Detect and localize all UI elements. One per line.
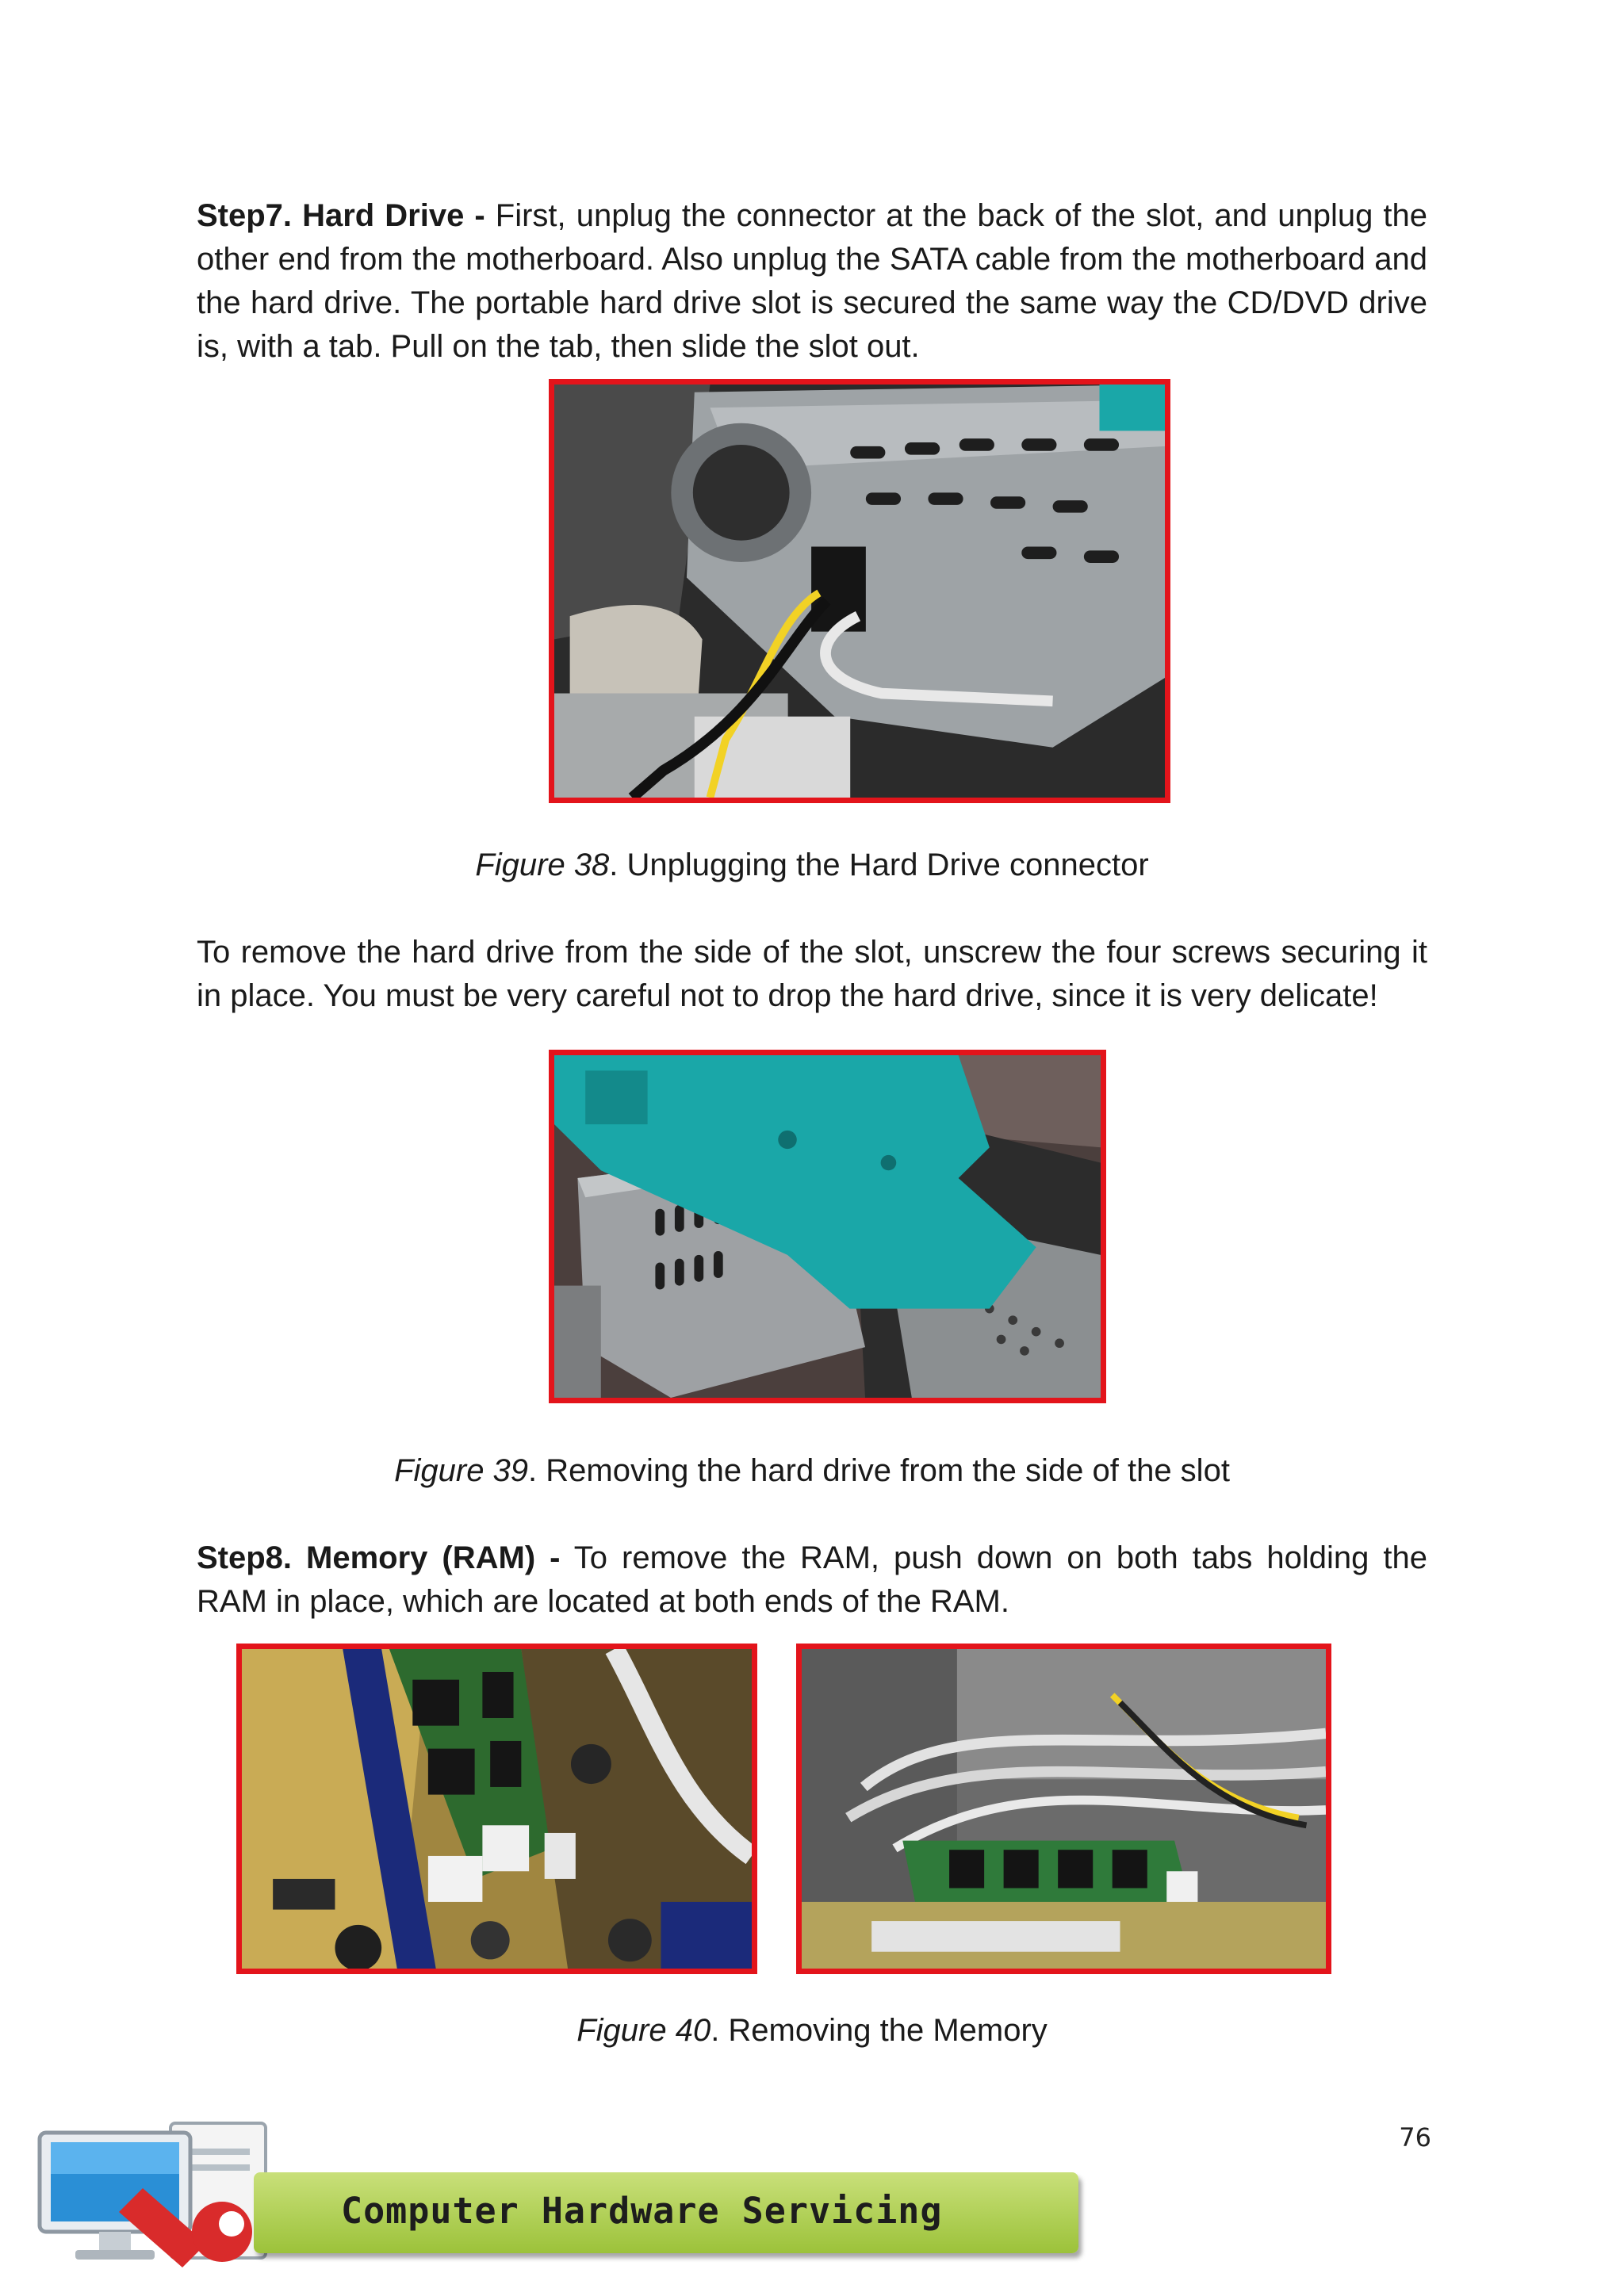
footer-title: Computer Hardware Servicing <box>341 2190 943 2232</box>
figure-40-photo-right <box>796 1644 1331 1974</box>
figure-40-caption <box>0 2011 1624 2050</box>
figure-40-photo-left <box>236 1644 757 1974</box>
figure-40-label: Figure 40 <box>576 2013 711 2048</box>
figure-38-photo <box>549 379 1170 803</box>
figure-40-text: . Removing the Memory <box>710 2013 1048 2048</box>
figure-38-label: Figure 38 <box>475 848 610 882</box>
figure-38-caption <box>0 845 1624 885</box>
computer-icon <box>24 2117 285 2275</box>
figure-39-label: Figure 39 <box>394 1453 529 1488</box>
figure-39-photo <box>549 1050 1106 1403</box>
figure-38-text: . Unplugging the Hard Drive connector <box>609 848 1149 882</box>
figure-39-text: . Removing the hard drive from the side of the slot <box>528 1453 1230 1488</box>
step8-text: To remove the RAM, push down on both tabs holding the RAM in place, which are located at both ends of the RAM. <box>197 1540 1427 1619</box>
page-number: 76 <box>1399 2122 1431 2152</box>
step7-paragraph <box>197 194 1427 369</box>
step8-heading: Step8. Memory (RAM) - <box>197 1540 561 1575</box>
step7-text: First, unplug the connector at the back of the slot, and unplug the other end from the motherboard. Also unplug the SATA cable from the motherboard and the hard drive. The portable hard drive slot is secured the same way the CD/DVD drive is, with a tab. Pull on the tab, then slide the slot out. <box>197 198 1428 364</box>
figure-39-caption <box>0 1451 1624 1490</box>
footer-logo <box>24 2117 1078 2275</box>
para-remove-hard-drive: To remove the hard drive from the side of the slot, unscrew the four screws securing it in place. You must be very careful not to drop the hard drive, since it is very delicate! <box>197 935 1427 1013</box>
step7-heading: Step7. Hard Drive - <box>197 198 485 233</box>
step8-paragraph <box>197 1536 1427 1624</box>
